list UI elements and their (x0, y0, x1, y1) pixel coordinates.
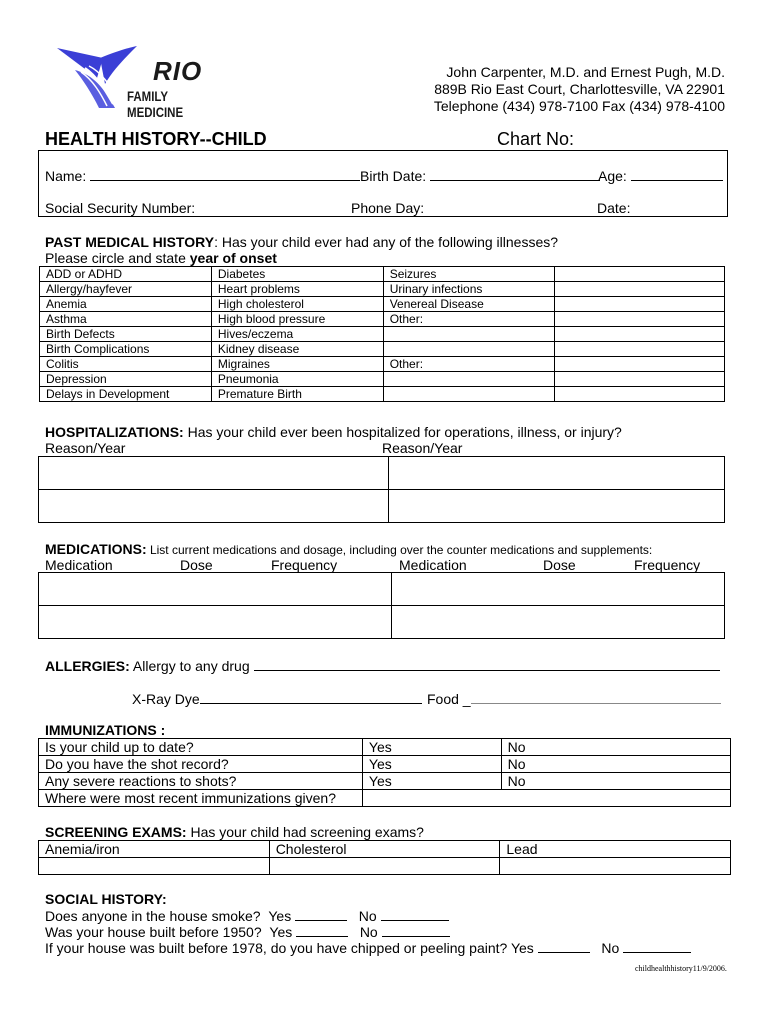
screening-col-anemia: Anemia/iron (39, 841, 270, 858)
pmh-row (40, 267, 725, 282)
clinic-logo (55, 44, 245, 120)
pmh-condition-1[interactable]: Delays in Development (40, 387, 212, 402)
medication-entry-4[interactable] (392, 606, 725, 639)
meds-heading: MEDICATIONS: List current medications and dosage, including over the counter medications and supplements: (45, 541, 653, 557)
pmh-condition-1[interactable]: Colitis (40, 357, 212, 372)
allergies-heading: ALLERGIES: (45, 658, 130, 674)
immunization-row (39, 790, 731, 807)
medication-entry-3[interactable] (39, 606, 392, 639)
date-label[interactable]: Date: (597, 200, 631, 216)
pmh-condition-1[interactable]: Asthma (40, 312, 212, 327)
birth-date-label: Birth Date: (360, 168, 427, 184)
pmh-condition-2[interactable]: Heart problems (211, 282, 383, 297)
screening-table (38, 840, 731, 875)
screening-lead-entry[interactable] (500, 858, 731, 875)
screening-heading: SCREENING EXAMS: Has your child had screening exams? (45, 824, 424, 840)
immunization-yes-option[interactable]: Yes (362, 739, 501, 756)
hosp-reason-3[interactable] (39, 490, 389, 523)
immunization-no-option[interactable]: No (501, 773, 730, 790)
social-house-1950-question[interactable]: Was your house built before 1950? Yes No (45, 923, 450, 940)
pmh-row (40, 372, 725, 387)
pmh-condition-2[interactable]: Kidney disease (211, 342, 383, 357)
pmh-condition-3[interactable] (383, 342, 555, 357)
medication-entry-2[interactable] (392, 573, 725, 606)
pmh-row (40, 342, 725, 357)
hosp-col-right-label: Reason/Year (382, 440, 463, 456)
immunization-question: Do you have the shot record? (39, 756, 363, 773)
pmh-condition-2[interactable]: Migraines (211, 357, 383, 372)
meds-col-medication-2: Medication (399, 557, 467, 573)
pmh-condition-1[interactable]: Anemia (40, 297, 212, 312)
immunization-location-entry[interactable] (362, 790, 730, 807)
pmh-condition-2[interactable]: Hives/eczema (211, 327, 383, 342)
allergy-drug-field[interactable]: ALLERGIES: Allergy to any drug (45, 657, 720, 674)
immunizations-heading: IMMUNIZATIONS : (45, 722, 166, 738)
meds-col-frequency-2: Frequency (634, 557, 701, 573)
meds-col-dose-2: Dose (543, 557, 576, 573)
meds-col-dose-1: Dose (180, 557, 213, 573)
immunization-row (39, 756, 731, 773)
chart-number-label: Chart No: (497, 129, 575, 149)
pmh-year-entry[interactable] (555, 372, 725, 387)
pmh-question: : Has your child ever had any of the following illnesses? (214, 234, 559, 250)
immunization-question: Where were most recent immunizations given? (39, 790, 363, 807)
pmh-row (40, 327, 725, 342)
pmh-condition-2[interactable]: High cholesterol (211, 297, 383, 312)
pmh-row (40, 387, 725, 402)
pmh-year-entry[interactable] (555, 297, 725, 312)
form-version-code: childhealthhistory11/9/2006. (635, 964, 727, 973)
immunization-no-option[interactable]: No (501, 756, 730, 773)
screening-cholesterol-entry[interactable] (269, 858, 500, 875)
pmh-year-entry[interactable] (555, 312, 725, 327)
hosp-reason-1[interactable] (39, 457, 389, 490)
pmh-year-entry[interactable] (555, 357, 725, 372)
pmh-row (40, 312, 725, 327)
pmh-condition-3[interactable] (383, 327, 555, 342)
pmh-year-entry[interactable] (555, 267, 725, 282)
pmh-condition-1[interactable]: Allergy/hayfever (40, 282, 212, 297)
pmh-condition-3[interactable]: Urinary infections (383, 282, 555, 297)
social-paint-question[interactable]: If your house was built before 1978, do you have chipped or peeling paint? Yes No (45, 939, 691, 956)
pmh-condition-3[interactable] (383, 387, 555, 402)
social-smoke-question[interactable]: Does anyone in the house smoke? Yes No (45, 907, 449, 924)
hosp-reason-2[interactable] (389, 457, 725, 490)
pmh-condition-1[interactable]: ADD or ADHD (40, 267, 212, 282)
screening-anemia-entry[interactable] (39, 858, 270, 875)
pmh-condition-3[interactable] (383, 372, 555, 387)
meds-table (38, 572, 725, 639)
immunization-question: Is your child up to date? (39, 739, 363, 756)
immunizations-table (38, 738, 731, 807)
allergy-xray-field[interactable]: X-Ray Dye (132, 690, 422, 707)
screening-col-lead: Lead (500, 841, 731, 858)
pmh-row (40, 282, 725, 297)
name-field[interactable] (45, 167, 360, 184)
clinic-doctors: John Carpenter, M.D. and Ernest Pugh, M.D. (446, 64, 725, 80)
immunization-yes-option[interactable]: Yes (362, 756, 501, 773)
pmh-condition-3[interactable]: Seizures (383, 267, 555, 282)
pmh-condition-3[interactable]: Other: (383, 357, 555, 372)
immunization-row (39, 773, 731, 790)
pmh-condition-2[interactable]: Diabetes (211, 267, 383, 282)
pmh-title: PAST MEDICAL HISTORY (45, 234, 215, 250)
hosp-table (38, 456, 725, 523)
meds-col-medication-1: Medication (45, 557, 113, 573)
pmh-condition-1[interactable]: Birth Complications (40, 342, 212, 357)
logo-name: RIO (153, 56, 203, 86)
pmh-condition-3[interactable]: Other: (383, 312, 555, 327)
form-title: HEALTH HISTORY--CHILD (45, 129, 267, 149)
pmh-year-entry[interactable] (555, 327, 725, 342)
pmh-condition-2[interactable]: High blood pressure (211, 312, 383, 327)
immunization-yes-option[interactable]: Yes (362, 773, 501, 790)
screening-col-cholesterol: Cholesterol (269, 841, 500, 858)
pmh-row (40, 297, 725, 312)
age-field[interactable] (598, 167, 723, 184)
pmh-year-entry[interactable] (555, 387, 725, 402)
pmh-row (40, 357, 725, 372)
pmh-table (39, 266, 725, 402)
birth-date-field[interactable] (360, 167, 600, 184)
pmh-condition-2[interactable]: Pneumonia (211, 372, 383, 387)
immunization-question: Any severe reactions to shots? (39, 773, 363, 790)
immunization-no-option[interactable]: No (501, 739, 730, 756)
pmh-instruction: Please circle and state year of onset (45, 250, 277, 266)
pmh-year-entry[interactable] (555, 282, 725, 297)
pmh-condition-1[interactable]: Depression (40, 372, 212, 387)
social-heading: SOCIAL HISTORY: (45, 891, 167, 907)
hosp-reason-4[interactable] (389, 490, 725, 523)
hosp-col-left-label: Reason/Year (45, 440, 126, 456)
pmh-condition-3[interactable]: Venereal Disease (383, 297, 555, 312)
age-label: Age: (598, 168, 627, 184)
allergy-food-field[interactable]: Food _ (427, 690, 721, 707)
medication-entry-1[interactable] (39, 573, 392, 606)
pmh-heading (45, 234, 558, 250)
hosp-heading: HOSPITALIZATIONS: Has your child ever been hospitalized for operations, illness, or injury? (45, 424, 622, 440)
pmh-year-entry[interactable] (555, 342, 725, 357)
pmh-condition-1[interactable]: Birth Defects (40, 327, 212, 342)
phone-day-label[interactable]: Phone Day: (351, 200, 425, 216)
ssn-label[interactable]: Social Security Number: (45, 200, 196, 216)
clinic-address: 889B Rio East Court, Charlottesville, VA 22901 (434, 81, 725, 97)
clinic-phone: Telephone (434) 978-7100 Fax (434) 978-4100 (433, 98, 725, 114)
name-label: Name: (45, 168, 87, 184)
pmh-condition-2[interactable]: Premature Birth (211, 387, 383, 402)
clinic-info (434, 64, 725, 115)
logo-subtitle: FAMILY MEDICINE (127, 88, 184, 120)
meds-col-frequency-1: Frequency (271, 557, 338, 573)
immunization-row (39, 739, 731, 756)
